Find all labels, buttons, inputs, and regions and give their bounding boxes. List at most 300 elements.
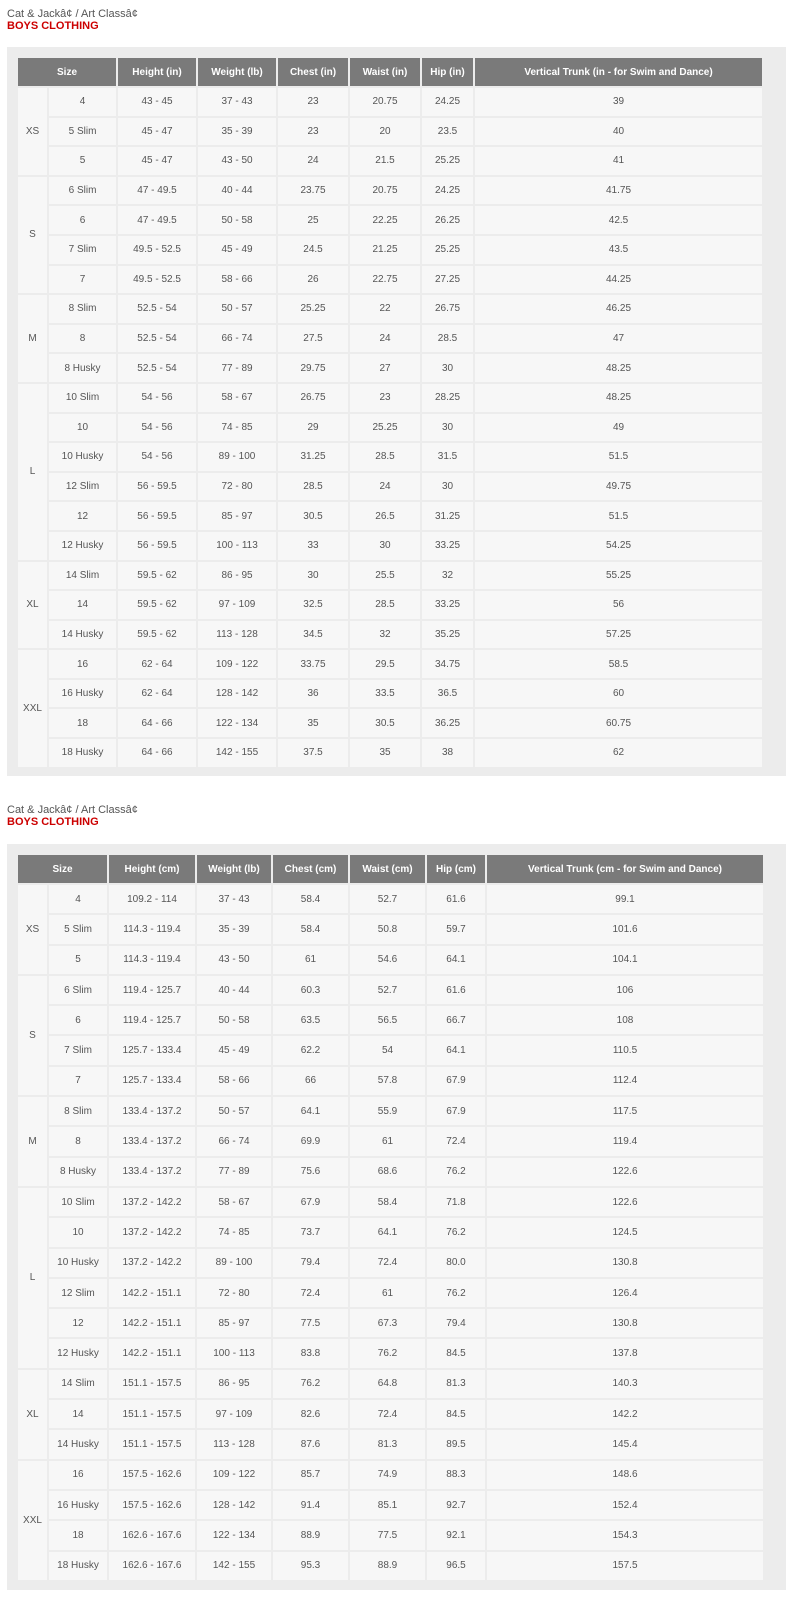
table-row [17,501,763,531]
measurement-cell: 24.5 [277,235,349,265]
table-header-row [17,854,764,884]
measurement-cell: 20.75 [349,87,421,117]
measurement-cell: 148.6 [486,1460,764,1490]
measurement-cell: 30 [421,413,474,443]
measurement-cell: 151.1 - 157.5 [108,1369,196,1399]
size-cell: 12 Slim [48,1278,108,1308]
size-cell: 14 Husky [48,620,117,650]
table-row [17,590,763,620]
measurement-cell: 89.5 [426,1429,486,1459]
size-cell: 10 [48,413,117,443]
measurement-cell: 109 - 122 [196,1460,272,1490]
measurement-cell: 32 [349,620,421,650]
measurement-cell: 122 - 134 [196,1520,272,1550]
measurement-cell: 151.1 - 157.5 [108,1429,196,1459]
measurement-cell: 30 [421,472,474,502]
measurement-cell: 58 - 66 [197,265,277,295]
size-cell: 7 Slim [48,235,117,265]
size-cell: 14 Husky [48,1429,108,1459]
measurement-cell: 48.25 [474,353,763,383]
measurement-cell: 26 [277,265,349,295]
measurement-cell: 21.25 [349,235,421,265]
table-row [17,679,763,709]
table-row [17,884,764,914]
measurement-cell: 76.2 [349,1338,426,1368]
size-cell: 18 [48,1520,108,1550]
measurement-cell: 50 - 58 [197,205,277,235]
measurement-cell: 54 [349,1035,426,1065]
measurement-cell: 96.5 [426,1551,486,1581]
measurement-cell: 130.8 [486,1248,764,1278]
size-table [16,56,764,769]
measurement-cell: 137.2 - 142.2 [108,1217,196,1247]
measurement-cell: 79.4 [426,1308,486,1338]
measurement-cell: 58 - 67 [197,383,277,413]
table-row [17,1460,764,1490]
measurement-cell: 84.5 [426,1399,486,1429]
measurement-cell: 38 [421,738,474,768]
size-cell: 6 [48,1005,108,1035]
measurement-cell: 40 [474,117,763,147]
measurement-cell: 142.2 - 151.1 [108,1308,196,1338]
measurement-cell: 76.2 [426,1278,486,1308]
measurement-cell: 119.4 [486,1126,764,1156]
measurement-cell: 40 - 44 [196,975,272,1005]
measurement-cell: 124.5 [486,1217,764,1247]
measurement-cell: 45 - 47 [117,146,197,176]
measurement-cell: 137.8 [486,1338,764,1368]
measurement-cell: 89 - 100 [196,1248,272,1278]
measurement-cell: 128 - 142 [196,1490,272,1520]
table-row [17,146,763,176]
measurement-cell: 62 - 64 [117,649,197,679]
measurement-cell: 61 [349,1126,426,1156]
table-row [17,531,763,561]
column-header: Height (cm) [108,854,196,884]
table-row [17,914,764,944]
measurement-cell: 24.25 [421,87,474,117]
measurement-cell: 72.4 [349,1399,426,1429]
measurement-cell: 49.5 - 52.5 [117,265,197,295]
table-row [17,1429,764,1459]
measurement-cell: 25 [277,205,349,235]
measurement-cell: 43 - 45 [117,87,197,117]
measurement-cell: 157.5 - 162.6 [108,1460,196,1490]
measurement-cell: 142.2 [486,1399,764,1429]
size-cell: 12 [48,1308,108,1338]
measurement-cell: 23 [277,87,349,117]
measurement-cell: 37.5 [277,738,349,768]
brand-line: Cat & Jackâ¢ / Art Classâ¢ [7,8,138,20]
measurement-cell: 106 [486,975,764,1005]
measurement-cell: 58 - 67 [196,1187,272,1217]
measurement-cell: 29.5 [349,649,421,679]
size-cell: 12 Husky [48,1338,108,1368]
table-row [17,205,763,235]
measurement-cell: 66 - 74 [196,1126,272,1156]
size-group-label: XS [17,87,48,176]
measurement-cell: 145.4 [486,1429,764,1459]
measurement-cell: 55.25 [474,561,763,591]
column-header: Vertical Trunk (cm - for Swim and Dance) [486,854,764,884]
measurement-cell: 28.5 [421,324,474,354]
measurement-cell: 26.75 [277,383,349,413]
measurement-cell: 95.3 [272,1551,349,1581]
measurement-cell: 20.75 [349,176,421,206]
size-cell: 18 [48,708,117,738]
table-row [17,472,763,502]
measurement-cell: 49 [474,413,763,443]
measurement-cell: 104.1 [486,945,764,975]
measurement-cell: 52.5 - 54 [117,324,197,354]
size-group-label: XL [17,561,48,650]
measurement-cell: 54 - 56 [117,442,197,472]
measurement-cell: 64.1 [272,1096,349,1126]
measurement-cell: 56 - 59.5 [117,472,197,502]
measurement-cell: 35.25 [421,620,474,650]
table-row [17,117,763,147]
measurement-cell: 157.5 - 162.6 [108,1490,196,1520]
table-row [17,87,763,117]
size-cell: 6 Slim [48,975,108,1005]
column-header: Hip (cm) [426,854,486,884]
measurement-cell: 61 [272,945,349,975]
measurement-cell: 86 - 95 [197,561,277,591]
measurement-cell: 87.6 [272,1429,349,1459]
table-row [17,324,763,354]
measurement-cell: 23.5 [421,117,474,147]
measurement-cell: 26.5 [349,501,421,531]
measurement-cell: 142 - 155 [196,1551,272,1581]
measurement-cell: 50 - 57 [196,1096,272,1126]
measurement-cell: 77.5 [272,1308,349,1338]
table-row [17,1490,764,1520]
table-row [17,176,763,206]
size-group-label: XXL [17,649,48,767]
measurement-cell: 59.5 - 62 [117,620,197,650]
size-group-label: XL [17,1369,48,1460]
measurement-cell: 24 [349,472,421,502]
measurement-cell: 28.25 [421,383,474,413]
table-row [17,1035,764,1065]
measurement-cell: 137.2 - 142.2 [108,1248,196,1278]
measurement-cell: 43 - 50 [197,146,277,176]
measurement-cell: 85 - 97 [197,501,277,531]
table-row [17,1369,764,1399]
measurement-cell: 60.3 [272,975,349,1005]
measurement-cell: 26.75 [421,294,474,324]
table-row [17,413,763,443]
table-row [17,294,763,324]
measurement-cell: 51.5 [474,442,763,472]
measurement-cell: 31.25 [421,501,474,531]
size-cell: 12 [48,501,117,531]
measurement-cell: 28.5 [349,442,421,472]
measurement-cell: 119.4 - 125.7 [108,1005,196,1035]
measurement-cell: 130.8 [486,1308,764,1338]
measurement-cell: 45 - 49 [197,235,277,265]
size-cell: 5 [48,945,108,975]
measurement-cell: 21.5 [349,146,421,176]
table-row [17,975,764,1005]
measurement-cell: 36.25 [421,708,474,738]
measurement-cell: 64.8 [349,1369,426,1399]
measurement-cell: 85 - 97 [196,1308,272,1338]
size-group-label: M [17,1096,48,1187]
measurement-cell: 68.6 [349,1157,426,1187]
measurement-cell: 85.7 [272,1460,349,1490]
measurement-cell: 59.7 [426,914,486,944]
measurement-cell: 36 [277,679,349,709]
size-cell: 10 Slim [48,1187,108,1217]
measurement-cell: 62.2 [272,1035,349,1065]
size-cell: 6 Slim [48,176,117,206]
table-row [17,561,763,591]
measurement-cell: 59.5 - 62 [117,590,197,620]
table-row [17,1126,764,1156]
measurement-cell: 122.6 [486,1187,764,1217]
measurement-cell: 114.3 - 119.4 [108,945,196,975]
measurement-cell: 27.5 [277,324,349,354]
measurement-cell: 133.4 - 137.2 [108,1126,196,1156]
column-header: Vertical Trunk (in - for Swim and Dance) [474,57,763,87]
measurement-cell: 151.1 - 157.5 [108,1399,196,1429]
size-cell: 7 [48,265,117,295]
measurement-cell: 47 - 49.5 [117,205,197,235]
measurement-cell: 77 - 89 [197,353,277,383]
measurement-cell: 52.5 - 54 [117,294,197,324]
size-cell: 7 Slim [48,1035,108,1065]
measurement-cell: 66 [272,1066,349,1096]
size-group-label: XS [17,884,48,975]
measurement-cell: 35 - 39 [196,914,272,944]
measurement-cell: 63.5 [272,1005,349,1035]
measurement-cell: 58.4 [272,914,349,944]
measurement-cell: 29.75 [277,353,349,383]
measurement-cell: 50.8 [349,914,426,944]
measurement-cell: 41.75 [474,176,763,206]
measurement-cell: 23.75 [277,176,349,206]
measurement-cell: 133.4 - 137.2 [108,1096,196,1126]
size-cell: 14 [48,1399,108,1429]
measurement-cell: 28.5 [349,590,421,620]
measurement-cell: 85.1 [349,1490,426,1520]
size-cell: 18 Husky [48,738,117,768]
measurement-cell: 99.1 [486,884,764,914]
measurement-cell: 40 - 44 [197,176,277,206]
measurement-cell: 97 - 109 [197,590,277,620]
measurement-cell: 56 - 59.5 [117,531,197,561]
measurement-cell: 24 [277,146,349,176]
measurement-cell: 52.7 [349,975,426,1005]
table-row [17,1005,764,1035]
measurement-cell: 81.3 [426,1369,486,1399]
measurement-cell: 73.7 [272,1217,349,1247]
measurement-cell: 45 - 47 [117,117,197,147]
measurement-cell: 89 - 100 [197,442,277,472]
measurement-cell: 33.25 [421,531,474,561]
measurement-cell: 56 [474,590,763,620]
table-row [17,235,763,265]
measurement-cell: 57.8 [349,1066,426,1096]
measurement-cell: 125.7 - 133.4 [108,1066,196,1096]
measurement-cell: 27.25 [421,265,474,295]
size-cell: 8 Husky [48,353,117,383]
column-header: Hip (in) [421,57,474,87]
size-cell: 18 Husky [48,1551,108,1581]
measurement-cell: 25.25 [421,235,474,265]
table-row [17,383,763,413]
measurement-cell: 76.2 [426,1217,486,1247]
table-row [17,1066,764,1096]
measurement-cell: 33.25 [421,590,474,620]
measurement-cell: 76.2 [272,1369,349,1399]
measurement-cell: 60.75 [474,708,763,738]
measurement-cell: 64.1 [426,945,486,975]
table-header-row [17,57,763,87]
table-row [17,1157,764,1187]
measurement-cell: 62 [474,738,763,768]
table-row [17,620,763,650]
measurement-cell: 152.4 [486,1490,764,1520]
size-table [16,853,765,1582]
measurement-cell: 42.5 [474,205,763,235]
measurement-cell: 25.25 [349,413,421,443]
measurement-cell: 109.2 - 114 [108,884,196,914]
table-row [17,1520,764,1550]
measurement-cell: 30.5 [277,501,349,531]
measurement-cell: 31.25 [277,442,349,472]
column-header: Waist (in) [349,57,421,87]
size-cell: 10 Husky [48,442,117,472]
size-cell: 10 Slim [48,383,117,413]
measurement-cell: 51.5 [474,501,763,531]
table-row [17,353,763,383]
size-group-label: L [17,383,48,561]
measurement-cell: 34.5 [277,620,349,650]
column-header: Height (in) [117,57,197,87]
measurement-cell: 45 - 49 [196,1035,272,1065]
measurement-cell: 62 - 64 [117,679,197,709]
measurement-cell: 122 - 134 [197,708,277,738]
measurement-cell: 54 - 56 [117,413,197,443]
table-row [17,265,763,295]
size-cell: 16 [48,649,117,679]
size-cell: 8 [48,1126,108,1156]
measurement-cell: 84.5 [426,1338,486,1368]
column-header: Chest (cm) [272,854,349,884]
measurement-cell: 64 - 66 [117,708,197,738]
measurement-cell: 154.3 [486,1520,764,1550]
size-cell: 5 [48,146,117,176]
measurement-cell: 142.2 - 151.1 [108,1338,196,1368]
measurement-cell: 36.5 [421,679,474,709]
table-row [17,1278,764,1308]
measurement-cell: 67.9 [272,1187,349,1217]
measurement-cell: 64 - 66 [117,738,197,768]
measurement-cell: 79.4 [272,1248,349,1278]
measurement-cell: 30 [277,561,349,591]
measurement-cell: 71.8 [426,1187,486,1217]
measurement-cell: 75.6 [272,1157,349,1187]
measurement-cell: 56.5 [349,1005,426,1035]
measurement-cell: 128 - 142 [197,679,277,709]
measurement-cell: 23 [277,117,349,147]
measurement-cell: 61.6 [426,884,486,914]
measurement-cell: 119.4 - 125.7 [108,975,196,1005]
measurement-cell: 142.2 - 151.1 [108,1278,196,1308]
measurement-cell: 67.3 [349,1308,426,1338]
measurement-cell: 110.5 [486,1035,764,1065]
table-row [17,1187,764,1217]
measurement-cell: 25.25 [421,146,474,176]
measurement-cell: 67.9 [426,1096,486,1126]
size-cell: 12 Husky [48,531,117,561]
measurement-cell: 157.5 [486,1551,764,1581]
measurement-cell: 57.25 [474,620,763,650]
table-row [17,708,763,738]
measurement-cell: 25.25 [277,294,349,324]
size-group-label: S [17,975,48,1096]
measurement-cell: 61.6 [426,975,486,1005]
measurement-cell: 80.0 [426,1248,486,1278]
measurement-cell: 58 - 66 [196,1066,272,1096]
section-heading: BOYS CLOTHING [7,816,99,828]
measurement-cell: 49.75 [474,472,763,502]
measurement-cell: 22.75 [349,265,421,295]
measurement-cell: 37 - 43 [196,884,272,914]
measurement-cell: 23 [349,383,421,413]
size-cell: 7 [48,1066,108,1096]
measurement-cell: 25.5 [349,561,421,591]
table-row [17,945,764,975]
measurement-cell: 30 [421,353,474,383]
measurement-cell: 44.25 [474,265,763,295]
size-cell: 16 Husky [48,1490,108,1520]
size-cell: 4 [48,87,117,117]
measurement-cell: 35 - 39 [197,117,277,147]
measurement-cell: 88.9 [349,1551,426,1581]
measurement-cell: 114.3 - 119.4 [108,914,196,944]
measurement-cell: 30.5 [349,708,421,738]
table-row [17,1096,764,1126]
measurement-cell: 41 [474,146,763,176]
measurement-cell: 162.6 - 167.6 [108,1520,196,1550]
measurement-cell: 22.25 [349,205,421,235]
measurement-cell: 35 [349,738,421,768]
table-row [17,649,763,679]
size-cell: 10 [48,1217,108,1247]
measurement-cell: 77 - 89 [196,1157,272,1187]
size-cell: 12 Slim [48,472,117,502]
measurement-cell: 72.4 [349,1248,426,1278]
measurement-cell: 66 - 74 [197,324,277,354]
measurement-cell: 34.75 [421,649,474,679]
measurement-cell: 82.6 [272,1399,349,1429]
measurement-cell: 76.2 [426,1157,486,1187]
size-cell: 14 Slim [48,561,117,591]
column-header: Size [17,854,108,884]
measurement-cell: 74 - 85 [197,413,277,443]
size-cell: 14 [48,590,117,620]
measurement-cell: 43.5 [474,235,763,265]
measurement-cell: 133.4 - 137.2 [108,1157,196,1187]
measurement-cell: 100 - 113 [196,1338,272,1368]
measurement-cell: 49.5 - 52.5 [117,235,197,265]
measurement-cell: 74 - 85 [196,1217,272,1247]
measurement-cell: 142 - 155 [197,738,277,768]
size-table-panel [7,844,786,1590]
